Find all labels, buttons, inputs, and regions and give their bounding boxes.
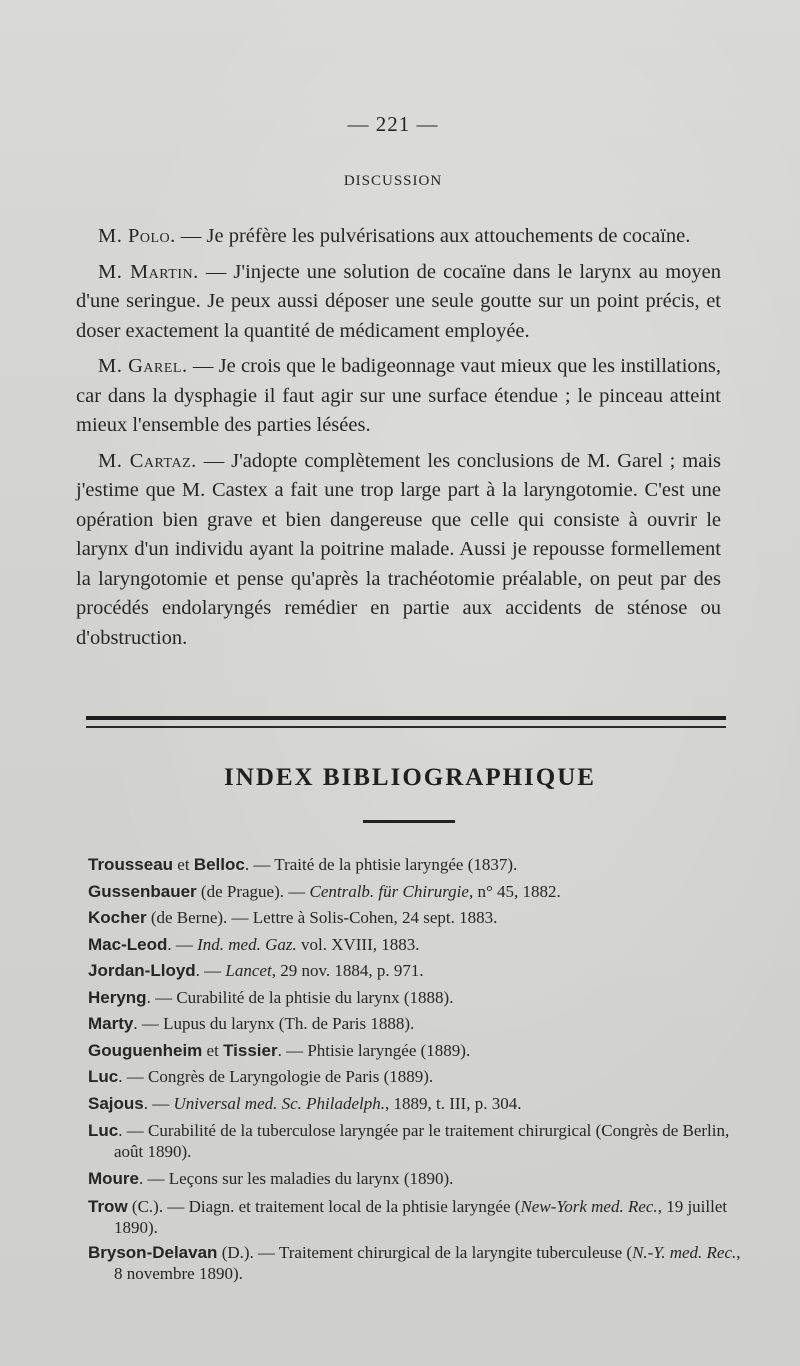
entry-text: . —: [143, 1093, 174, 1113]
bibliography-entry: [88, 1120, 743, 1162]
entry-text: . — Curabilité de la phtisie du larynx (1888).: [146, 987, 454, 1007]
entry-author: Gussenbauer: [88, 881, 197, 901]
paragraph-text: — Je crois que le badigeonnage vaut mieux que les instillations, car dans la dysphagie il faut agir sur une surface étendue ; le pinceau atteint mieux l'ensemble des parties lésées.: [76, 355, 721, 436]
title-underline: [363, 820, 455, 823]
discussion-paragraph: [76, 447, 721, 654]
entry-author: Marty: [88, 1014, 134, 1033]
bibliography-entry: [88, 1242, 743, 1284]
entry-author: Luc: [88, 1067, 119, 1086]
bibliography-entry: [88, 879, 743, 906]
entry-text: , 1889, t. III, p. 304.: [385, 1093, 522, 1113]
entry-author: Sajous: [88, 1093, 144, 1113]
entry-coauthor: Tissier: [223, 1040, 278, 1060]
entry-text: , n° 45, 1882.: [468, 881, 561, 901]
entry-text: (de Prague). —: [196, 881, 310, 901]
entry-text: vol. XVIII, 1883.: [296, 934, 420, 954]
entry-author: Moure: [88, 1169, 139, 1188]
speaker-name: M. Garel.: [98, 355, 188, 377]
entry-text: . — Phtisie laryngée (1889).: [277, 1040, 471, 1060]
entry-text: . —: [195, 961, 226, 980]
bibliography-entry: [88, 1091, 743, 1118]
bibliography-entry: [88, 1166, 743, 1193]
entry-author: Kocher: [88, 908, 147, 927]
entry-author: Mac-Leod: [88, 934, 168, 954]
entry-text: et: [173, 855, 194, 874]
entry-journal: New-York med. Rec.: [520, 1196, 658, 1216]
section-title: DISCUSSION: [343, 173, 443, 189]
entry-text: (D.). — Traitement chirurgical de la laryngite tuberculeuse (: [217, 1242, 633, 1262]
entry-author: Trow: [88, 1196, 128, 1216]
entry-author: Gouguenheim: [88, 1040, 203, 1060]
bibliography-entry: [88, 932, 743, 959]
entry-text: . — Curabilité de la tuberculose laryngée par le traitement chirurgical (Congrès de Berlin, août 1890).: [114, 1121, 730, 1161]
bibliography-entry: [88, 852, 743, 879]
speaker-name: M. Martin.: [98, 260, 199, 283]
entry-journal: Centralb. für Chirurgie: [309, 881, 469, 901]
bibliography-list: [88, 852, 743, 1288]
entry-text: (de Berne). — Lettre à Solis-Cohen, 24 sept. 1883.: [146, 908, 498, 927]
index-title: INDEX BIBLIOGRAPHIQUE: [224, 764, 596, 791]
section-divider-thin: [86, 726, 726, 728]
page-number: — 221 —: [347, 112, 439, 136]
bibliography-entry: [88, 1038, 743, 1065]
entry-author: Heryng: [88, 987, 147, 1007]
entry-text: , 29 nov. 1884, p. 971.: [271, 961, 424, 980]
bibliography-entry: [88, 1196, 743, 1238]
entry-text: . — Lupus du larynx (Th. de Paris 1888).: [133, 1014, 415, 1033]
entry-journal: Ind. med. Gaz.: [197, 934, 297, 954]
discussion-text: [76, 222, 721, 659]
entry-text: , 8 novembre 1890).: [114, 1242, 741, 1283]
entry-text: (C.). — Diagn. et traitement local de la phtisie laryngée (: [127, 1196, 521, 1216]
entry-coauthor: Belloc: [193, 855, 245, 874]
entry-text: , 19 juillet 1890).: [114, 1196, 728, 1237]
section-divider: [86, 716, 726, 720]
bibliography-entry: [88, 905, 743, 932]
entry-author: Bryson-Delavan: [88, 1242, 218, 1262]
entry-journal: Universal med. Sc. Philadelph.: [173, 1093, 386, 1113]
entry-text: . — Congrès de Laryngologie de Paris (1889).: [118, 1067, 434, 1086]
entry-text: . —: [167, 934, 198, 954]
discussion-paragraph: [76, 352, 721, 441]
speaker-name: M. Polo.: [98, 225, 176, 247]
discussion-paragraph: [76, 222, 721, 252]
discussion-paragraph: [76, 258, 721, 347]
entry-text: . — Traité de la phtisie laryngée (1837).: [244, 855, 518, 874]
entry-journal: N.-Y. med. Rec.: [632, 1242, 737, 1262]
entry-author: Trousseau: [88, 855, 174, 874]
bibliography-entry: [88, 958, 743, 985]
entry-text: . — Leçons sur les maladies du larynx (1890).: [139, 1169, 454, 1188]
bibliography-entry: [88, 1064, 743, 1091]
speaker-name: M. Cartaz.: [98, 449, 197, 472]
paragraph-text: — J'injecte une solution de cocaïne dans le larynx au moyen d'une seringue. Je peux aussi déposer une seule goutte sur un point précis, et doser exactement la quantité de médicament employée.: [76, 260, 722, 342]
entry-journal: Lancet: [225, 961, 272, 980]
entry-text: et: [202, 1040, 224, 1060]
bibliography-entry: [88, 1011, 743, 1038]
entry-author: Luc: [88, 1121, 119, 1140]
entry-author: Jordan-Lloyd: [88, 961, 196, 980]
bibliography-entry: [88, 985, 743, 1012]
paragraph-text: — J'adopte complètement les conclusions de M. Garel ; mais j'estime que M. Castex a fait une trop large part à la laryngotomie. C'est une opération bien grave et bien dangereuse que celle qui consiste à ouvrir le larynx d'un individu ayant la poitrine malade. Aussi je repousse formellement la laryngotomie et pense qu'après la trachéotomie préalable, on peut par des procédés endolaryngés remédier en partie aux accidents de sténose ou d'obstruction.: [76, 449, 722, 649]
paragraph-text: — Je préfère les pulvérisations aux attouchements de cocaïne.: [180, 225, 691, 247]
